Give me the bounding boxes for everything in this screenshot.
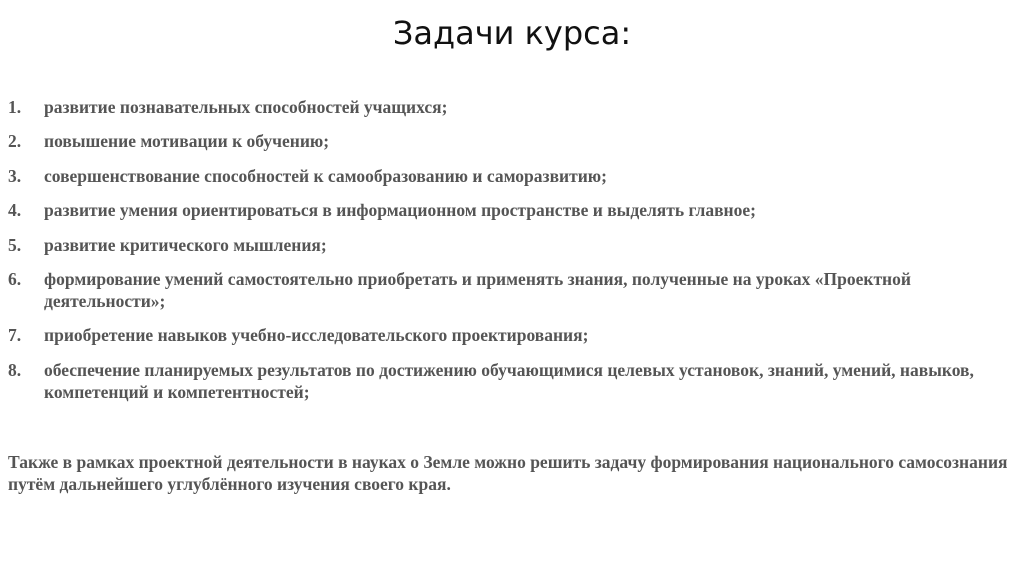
list-item bbox=[8, 234, 1008, 256]
list-item bbox=[8, 324, 1008, 346]
list-item-number: 1. bbox=[8, 97, 22, 117]
list-item-text: повышение мотивации к обучению; bbox=[44, 131, 330, 152]
closing-note: Также в рамках проектной деятельности в науках о Земле можно решить задачу формирования национального самосознания путём дальнейшего углублённого изучения своего края. bbox=[8, 452, 1008, 494]
list-item-text: развитие умения ориентироваться в информационном пространстве и выделять главное; bbox=[44, 200, 756, 221]
slide-title: Задачи курса: bbox=[392, 14, 632, 52]
list-item-number: 2. bbox=[8, 131, 22, 152]
list-item bbox=[8, 130, 1008, 152]
list-item-text: обеспечение планируемых результатов по достижению обучающимися целевых установок, знаний, умений, навыков, компетенций и компетентностей; bbox=[44, 359, 974, 402]
list-item-number: 7. bbox=[8, 325, 22, 346]
list-item-number: 8. bbox=[8, 359, 22, 380]
list-item bbox=[8, 268, 1008, 312]
list-item-number: 4. bbox=[8, 200, 22, 221]
list-item-text: развитие критического мышления; bbox=[44, 234, 327, 255]
list-item-number: 6. bbox=[8, 268, 22, 289]
list-item-text: формирование умений самостоятельно приобретать и применять знания, полученные на уроках «Проектной деятельности»; bbox=[44, 268, 911, 311]
list-item bbox=[8, 359, 1008, 403]
list-item bbox=[8, 199, 1008, 221]
list-item-text: совершенствование способностей к самообразованию и саморазвитию; bbox=[44, 165, 607, 186]
list-item-number: 5. bbox=[8, 234, 22, 255]
list-item bbox=[8, 96, 1008, 118]
task-list bbox=[8, 96, 1008, 415]
list-item-number: 3. bbox=[8, 165, 22, 186]
list-item bbox=[8, 165, 1008, 187]
list-item-text: приобретение навыков учебно-исследовательского проектирования; bbox=[44, 325, 589, 346]
list-item-text: развитие познавательных способностей учащихся; bbox=[44, 97, 448, 117]
